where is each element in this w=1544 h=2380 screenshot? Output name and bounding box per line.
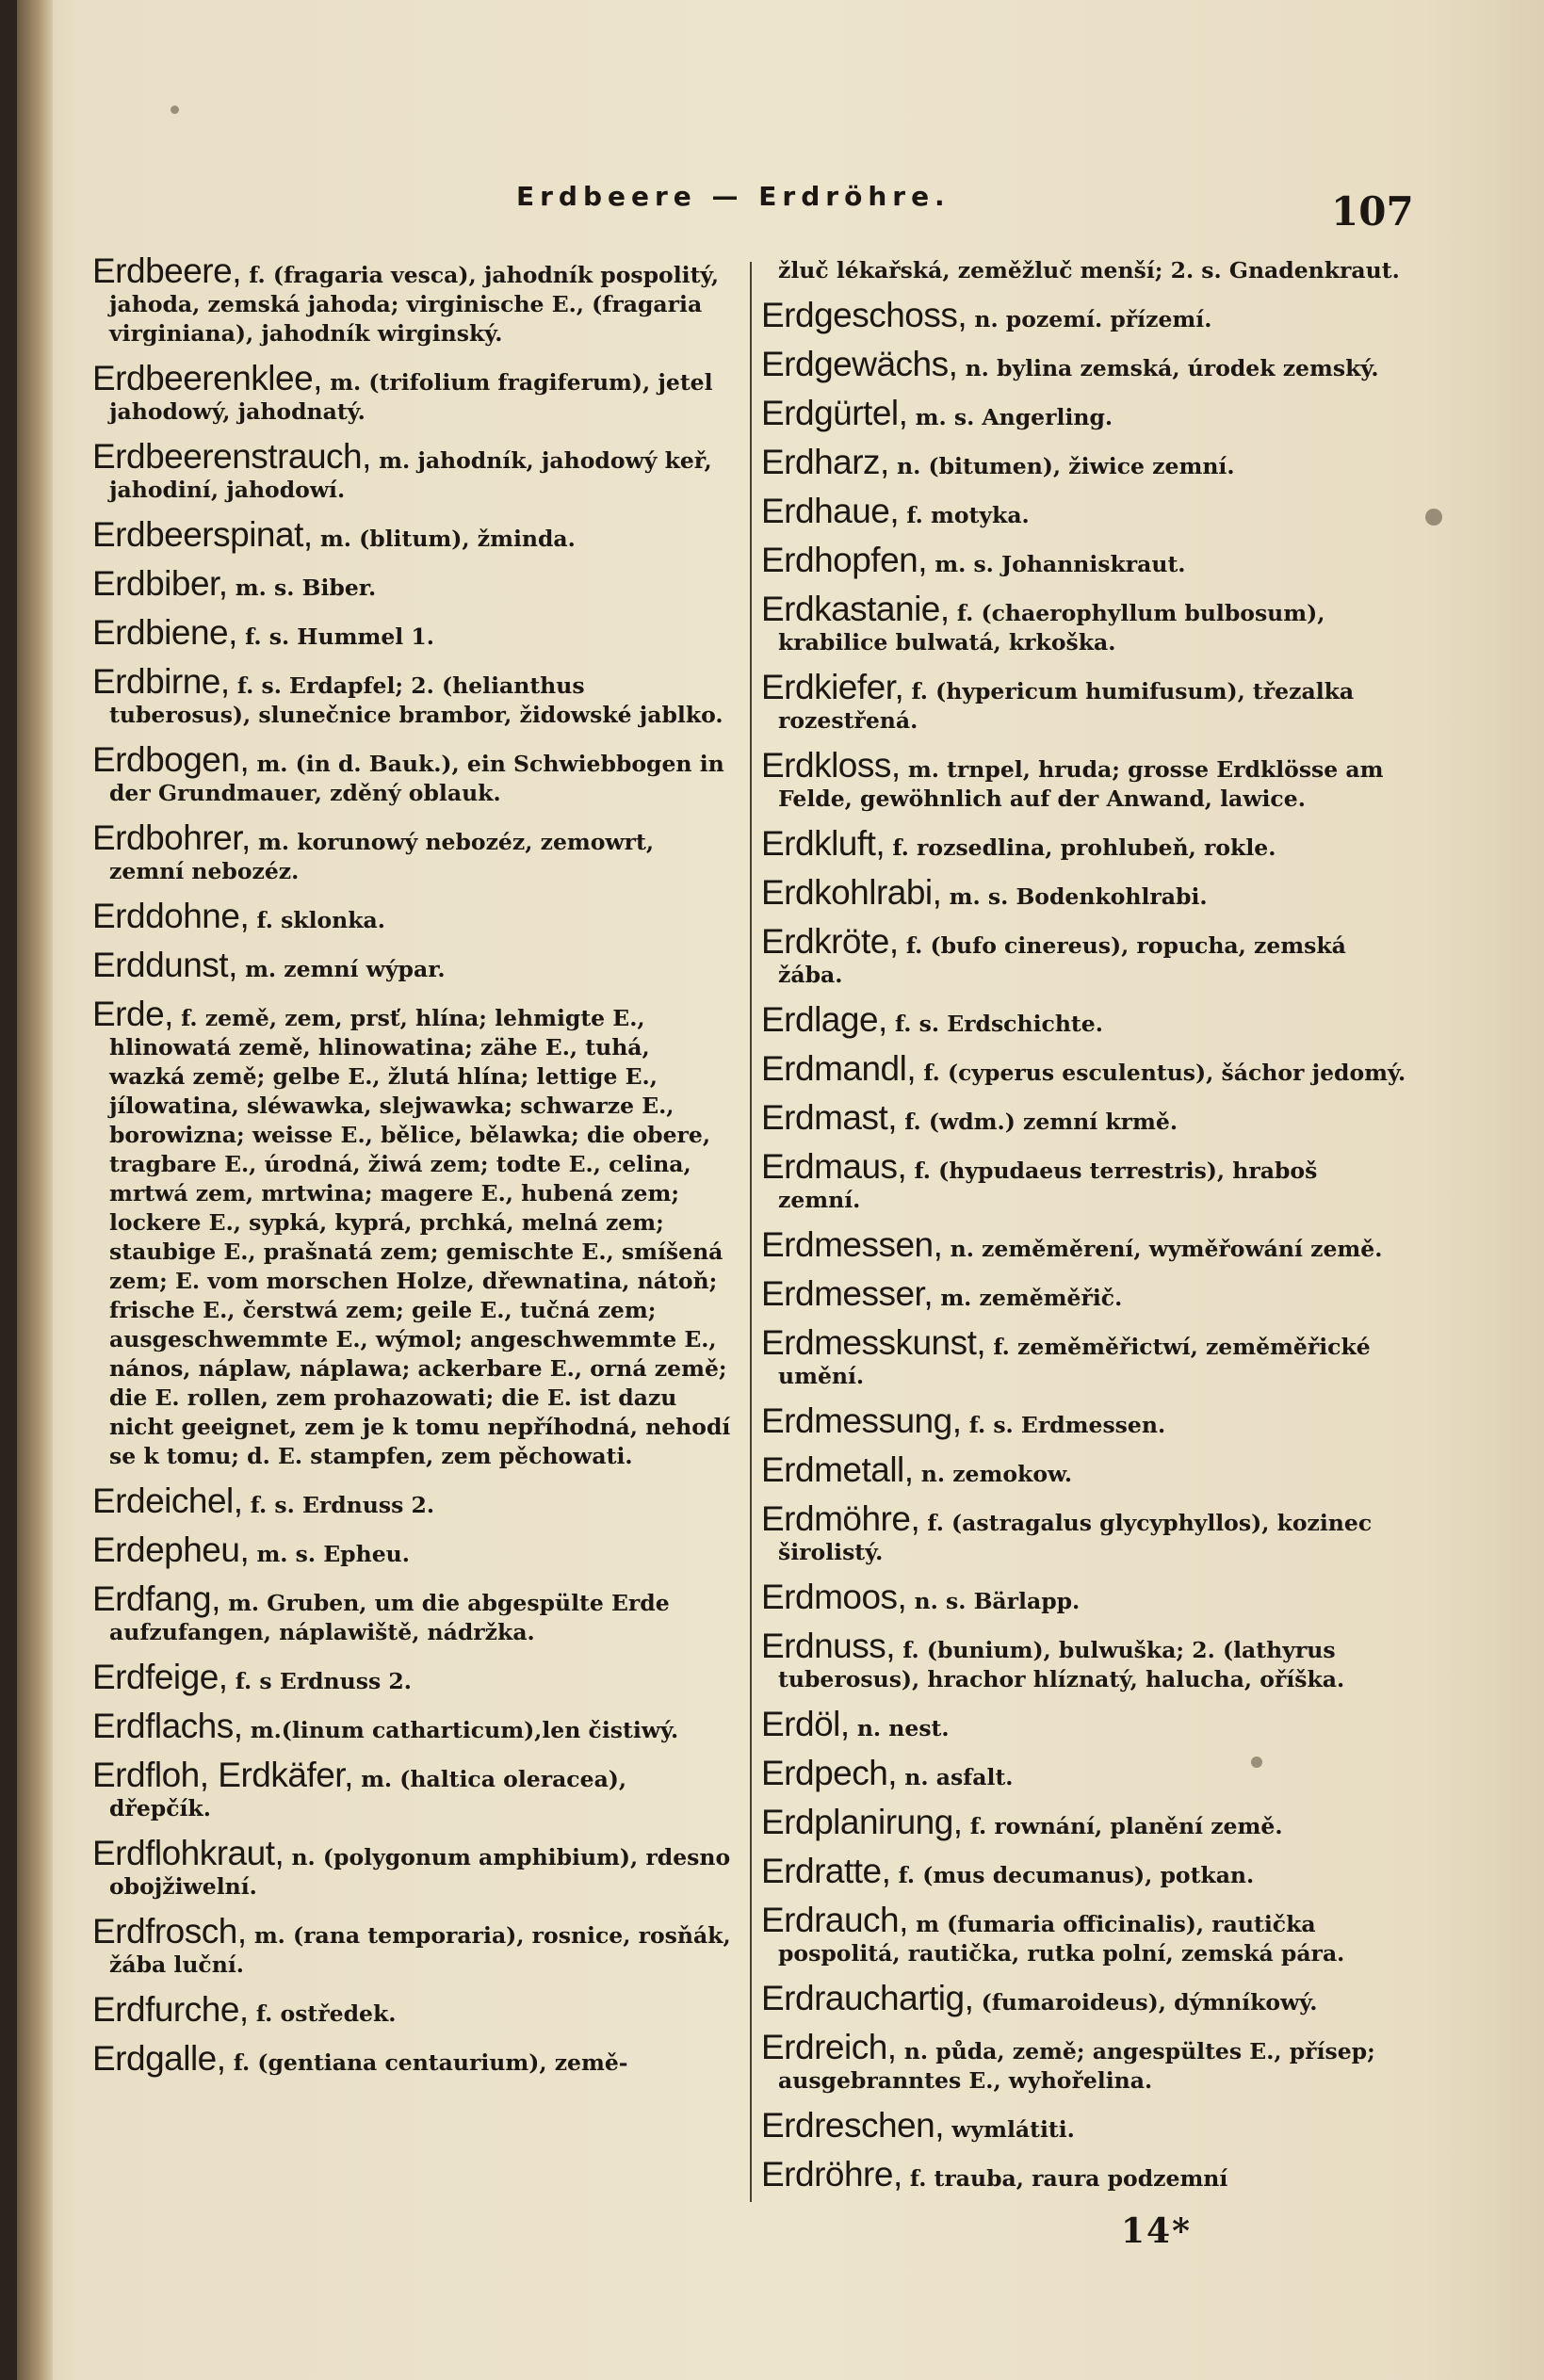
entry-definition: m. (in d. Bauk.), ein Schwiebbogen in der Grundmauer, zděný oblauk. [109, 751, 724, 806]
entry-definition: f. (hypericum humifusum), třezalka rozestřená. [778, 678, 1355, 734]
dictionary-entry [92, 1658, 733, 1696]
entry-definition: f. ostředek. [255, 2000, 397, 2027]
entry-headword: Erdkohlrabi, [761, 873, 942, 912]
running-head: Erdbeere — Erdröhre. [516, 181, 951, 212]
entry-definition: m.(linum catharticum),len čistiwý. [250, 1717, 679, 1743]
entry-headword: Erdbohrer, [92, 818, 251, 857]
entry-headword: Erdfeige, [92, 1658, 228, 1696]
dictionary-entry [761, 1274, 1406, 1313]
entry-definition: n. pozemí. přízemí. [974, 306, 1212, 332]
dictionary-entry [92, 818, 733, 886]
entry-headword: Erddohne, [92, 897, 250, 935]
entry-headword: Erdbeere, [92, 251, 241, 290]
entry-headword: Erdgürtel, [761, 394, 908, 432]
entry-definition: f. (chaerophyllum bulbosum), krabilice bulwatá, krkoška. [778, 600, 1325, 656]
dictionary-entry [92, 1530, 733, 1569]
entry-definition: n. půda, země; angespültes E., přísep; ausgebranntes E., wyhořelina. [778, 2038, 1375, 2094]
entry-headword: Erdmesser, [761, 1274, 934, 1313]
entry-headword: Erdrauchartig, [761, 1979, 974, 2017]
entry-headword: Erdmaus, [761, 1147, 907, 1186]
dictionary-entry [761, 873, 1406, 912]
entry-definition: m. s. Angerling. [915, 404, 1113, 430]
entry-definition: m. jahodník, jahodowý keř, jahodiní, jahodowí. [109, 447, 712, 503]
entry-headword: Erdlage, [761, 1000, 887, 1039]
dictionary-entry [761, 1049, 1406, 1088]
entry-definition: f. rozsedlina, prohlubeň, rokle. [892, 834, 1276, 861]
entry-definition: f. (cyperus esculentus), šáchor jedomý. [923, 1060, 1406, 1086]
entry-definition: n. nest. [856, 1715, 950, 1741]
dictionary-entry [761, 746, 1406, 814]
dictionary-entry [761, 541, 1406, 579]
entry-definition: m. Gruben, um die abgespülte Erde aufzufangen, náplawiště, nádržka. [109, 1590, 670, 1645]
entry-headword: Erdmandl, [761, 1049, 917, 1088]
ink-spot [171, 105, 179, 114]
dictionary-entry [761, 2106, 1406, 2145]
entry-definition: f. s Erdnuss 2. [235, 1668, 412, 1694]
dictionary-entry [761, 1627, 1406, 1694]
dictionary-entry [92, 359, 733, 427]
ink-spot [1251, 1757, 1262, 1768]
entry-definition: n. zeměměrení, wyměřowání země. [950, 1236, 1383, 1262]
dictionary-entry [761, 1225, 1406, 1264]
dictionary-entry [761, 824, 1406, 863]
entry-definition: f. zeměměřictwí, zeměměřické umění. [778, 1334, 1371, 1389]
dictionary-entry [761, 922, 1406, 990]
entry-headword: Erdreich, [761, 2028, 897, 2066]
entry-headword: Erdfang, [92, 1579, 220, 1618]
dictionary-entry [761, 1401, 1406, 1440]
entry-definition: f. rownání, planění země. [969, 1813, 1283, 1839]
dictionary-entry [761, 1499, 1406, 1567]
dictionary-entry [761, 296, 1406, 334]
entry-definition: žluč lékařská, zeměžluč menší; 2. s. Gnadenkraut. [778, 257, 1400, 283]
entry-headword: Erdflachs, [92, 1707, 243, 1745]
entry-definition: n. (bitumen), žiwice zemní. [897, 453, 1235, 479]
dictionary-entry [761, 1705, 1406, 1743]
entry-definition: f. (bufo cinereus), ropucha, zemská žába. [778, 932, 1346, 988]
entry-definition: m. zeměměřič. [940, 1285, 1123, 1311]
entry-definition: n. zemokow. [920, 1461, 1073, 1487]
dictionary-entry [92, 2039, 733, 2078]
dictionary-entry [761, 1323, 1406, 1391]
entry-definition: f. (wdm.) zemní krmě. [904, 1109, 1178, 1135]
dictionary-entry [761, 443, 1406, 481]
entry-headword: Erdflohkraut, [92, 1834, 284, 1872]
dictionary-entry [92, 1912, 733, 1980]
entry-headword: Erdmoos, [761, 1578, 907, 1616]
entry-definition: n. s. Bärlapp. [914, 1588, 1081, 1614]
entry-definition: f. s. Erdmessen. [968, 1412, 1166, 1438]
entry-headword: Erdfurche, [92, 1990, 249, 2029]
entry-definition: n. bylina zemská, úrodek zemský. [965, 355, 1379, 381]
dictionary-entry [761, 1098, 1406, 1137]
dictionary-entry [761, 668, 1406, 736]
entry-headword: Erdmetall, [761, 1450, 914, 1489]
entry-definition: m. s. Johanniskraut. [935, 551, 1186, 577]
entry-headword: Erdmessung, [761, 1401, 962, 1440]
dictionary-entry [761, 2028, 1406, 2096]
entry-definition: f. sklonka. [256, 907, 385, 933]
dictionary-entry [761, 1450, 1406, 1489]
entry-headword: Erde, [92, 995, 173, 1033]
right-column [761, 256, 1406, 2209]
entry-definition: f. trauba, raura podzemní [909, 2165, 1228, 2192]
entry-definition: m. trnpel, hruda; grosse Erdklösse am Felde, gewöhnlich auf der Anwand, lawice. [778, 756, 1384, 812]
dictionary-entry [92, 564, 733, 603]
dictionary-entry [92, 662, 733, 730]
dictionary-entry [761, 1979, 1406, 2017]
dictionary-entry [761, 1852, 1406, 1890]
dictionary-entry [92, 897, 733, 935]
entry-definition: f. (hypudaeus terrestris), hraboš zemní. [778, 1158, 1318, 1213]
dictionary-entry [761, 1000, 1406, 1039]
dictionary-entry [92, 946, 733, 984]
entry-headword: Erdrauch, [761, 1901, 908, 1939]
dictionary-entry [761, 1754, 1406, 1792]
entry-headword: Erdmöhre, [761, 1499, 920, 1538]
dictionary-entry [761, 345, 1406, 383]
entry-headword: Erdkluft, [761, 824, 886, 863]
entry-headword: Erdbeerspinat, [92, 515, 313, 554]
entry-definition: m. zemní wýpar. [245, 956, 446, 982]
entry-headword: Erdbirne, [92, 662, 230, 701]
entry-headword: Erdratte, [761, 1852, 891, 1890]
entry-headword: Erdkloss, [761, 746, 901, 785]
entry-headword: Erdröhre, [761, 2155, 902, 2194]
entry-headword: Erdhaue, [761, 492, 900, 530]
dictionary-page [17, 0, 1544, 2380]
book-spine [17, 0, 53, 2380]
entry-headword: Erdreschen, [761, 2106, 944, 2145]
entry-headword: Erdgalle, [92, 2039, 226, 2078]
dictionary-entry [761, 590, 1406, 657]
dictionary-entry [92, 995, 733, 1471]
entry-definition: wymlátiti. [951, 2116, 1075, 2143]
entry-definition: m. s. Bodenkohlrabi. [949, 883, 1208, 910]
entry-definition: n. (polygonum amphibium), rdesno obojžiwelní. [109, 1844, 731, 1900]
entry-headword: Erdgeschoss, [761, 296, 967, 334]
dictionary-entry [92, 251, 733, 348]
entry-definition: f. (fragaria vesca), jahodník pospolitý, jahoda, zemská jahoda; virginische E., (fragaria virginiana), jahodník wirginský. [109, 262, 720, 347]
entry-definition: f. (astragalus glycyphyllos), kozinec širolistý. [778, 1510, 1373, 1565]
entry-headword: Erdmast, [761, 1098, 898, 1137]
entry-headword: Erdpech, [761, 1754, 898, 1792]
entry-definition: f. s. Hummel 1. [245, 623, 434, 650]
entry-headword: Erdkröte, [761, 922, 899, 961]
dictionary-entry [761, 1578, 1406, 1616]
dictionary-entry [92, 437, 733, 505]
dictionary-entry [92, 1834, 733, 1902]
entry-definition: (fumaroideus), dýmníkowý. [981, 1989, 1318, 2016]
entry-headword: Erdhopfen, [761, 541, 928, 579]
entry-definition: m. s. Biber. [235, 575, 377, 601]
entry-headword: Erdbiene, [92, 613, 237, 652]
entry-definition: f. (gentiana centaurium), země- [233, 2049, 628, 2076]
entry-headword: Erdepheu, [92, 1530, 250, 1569]
entry-headword: Erdmessen, [761, 1225, 943, 1264]
dictionary-entry [761, 1901, 1406, 1968]
page-number: 107 [1331, 188, 1414, 235]
dictionary-entry [761, 492, 1406, 530]
entry-definition: f. země, zem, prsť, hlína; lehmigte E., hlinowatá země, hlinowatina; zähe E., tuhá, wazká země; gelbe E., žlutá hlína; lettige E., jílowatina, sléwawka, slejwawka; schwarze E., borowizna; weisse E., bělice, bělawka; die obere, tragbare E., úrodná, žiwá zem; todte E., celina, mrtwá zem, mrtwina; magere E., hubená zem; lockere E., sypká, kyprá, prchká, melná zem; staubige E., prašnatá zem; gemischte E., smíšená zem; E. vom morschen Holze, dřewnatina, nátoň; frische E., čerstwá zem; geile E., tučná zem; ausgeschwemmte E., wýmol; angeschwemmte E., nános, náplaw, náplawa; ackerbare E., orná země; die E. rollen, zem prohazowati; die E. ist dazu nicht geeignet, zem je k tomu nepříhodná, nehodí se k tomu; d. E. stampfen, zem pěchowati. [109, 1005, 731, 1469]
entry-definition: f. s. Erdschichte. [895, 1011, 1103, 1037]
dictionary-entry [92, 1990, 733, 2029]
entry-headword: Erddunst, [92, 946, 237, 984]
dictionary-entry [92, 1579, 733, 1647]
entry-headword: Erdbeerenklee, [92, 359, 322, 397]
entry-definition: f. s. Erdapfel; 2. (helianthus tuberosus), slunečnice brambor, židowské jablko. [109, 672, 723, 728]
entry-definition: m. s. Epheu. [256, 1541, 410, 1567]
entry-headword: Erdmesskunst, [761, 1323, 986, 1362]
entry-definition: f. s. Erdnuss 2. [250, 1492, 435, 1518]
dictionary-entry [761, 394, 1406, 432]
entry-definition: f. (mus decumanus), potkan. [898, 1862, 1255, 1888]
ink-spot [1425, 509, 1442, 526]
entry-definition: n. asfalt. [904, 1764, 1014, 1790]
dictionary-entry [761, 1147, 1406, 1215]
entry-headword: Erdharz, [761, 443, 889, 481]
printer-signature-mark: 14* [1121, 2211, 1192, 2251]
entry-definition: m. (trifolium fragiferum), jetel jahodowý, jahodnatý. [109, 369, 713, 425]
entry-headword: Erdkastanie, [761, 590, 950, 628]
entry-headword: Erdbeerenstrauch, [92, 437, 371, 476]
dictionary-entry [92, 1481, 733, 1520]
entry-definition: f. (bunium), bulwuška; 2. (lathyrus tuberosus), hrachor hlíznatý, halucha, oříška. [778, 1637, 1345, 1692]
entry-headword: Erdplanirung, [761, 1803, 963, 1841]
entry-headword: Erdfrosch, [92, 1912, 247, 1951]
entry-definition: m. (haltica oleracea), dřepčík. [109, 1766, 627, 1821]
dictionary-entry [92, 740, 733, 808]
column-divider [750, 262, 752, 2202]
left-column [92, 251, 733, 2093]
entry-headword: Erdgewächs, [761, 345, 958, 383]
entry-headword: Erdfloh, Erdkäfer, [92, 1756, 353, 1794]
entry-definition: m. korunowý nebozéz, zemowrt, zemní nebozéz. [109, 829, 655, 884]
entry-headword: Erdöl, [761, 1705, 850, 1743]
entry-headword: Erdnuss, [761, 1627, 896, 1665]
dictionary-entry [92, 515, 733, 554]
entry-definition: m. (rana temporaria), rosnice, rosňák, žába luční. [109, 1922, 731, 1978]
entry-headword: Erdkiefer, [761, 668, 904, 706]
entry-definition: m. (blitum), žminda. [319, 526, 576, 552]
dictionary-entry [92, 1756, 733, 1823]
dictionary-entry [92, 1707, 733, 1745]
dictionary-entry [761, 256, 1406, 285]
entry-headword: Erdbogen, [92, 740, 250, 779]
entry-definition: m (fumaria officinalis), rautička pospolitá, rautička, rutka polní, zemská pára. [778, 1911, 1345, 1967]
entry-headword: Erdbiber, [92, 564, 228, 603]
dictionary-entry [761, 1803, 1406, 1841]
dictionary-entry [761, 2155, 1406, 2194]
entry-definition: f. motyka. [906, 502, 1030, 528]
dictionary-entry [92, 613, 733, 652]
entry-headword: Erdeichel, [92, 1481, 243, 1520]
